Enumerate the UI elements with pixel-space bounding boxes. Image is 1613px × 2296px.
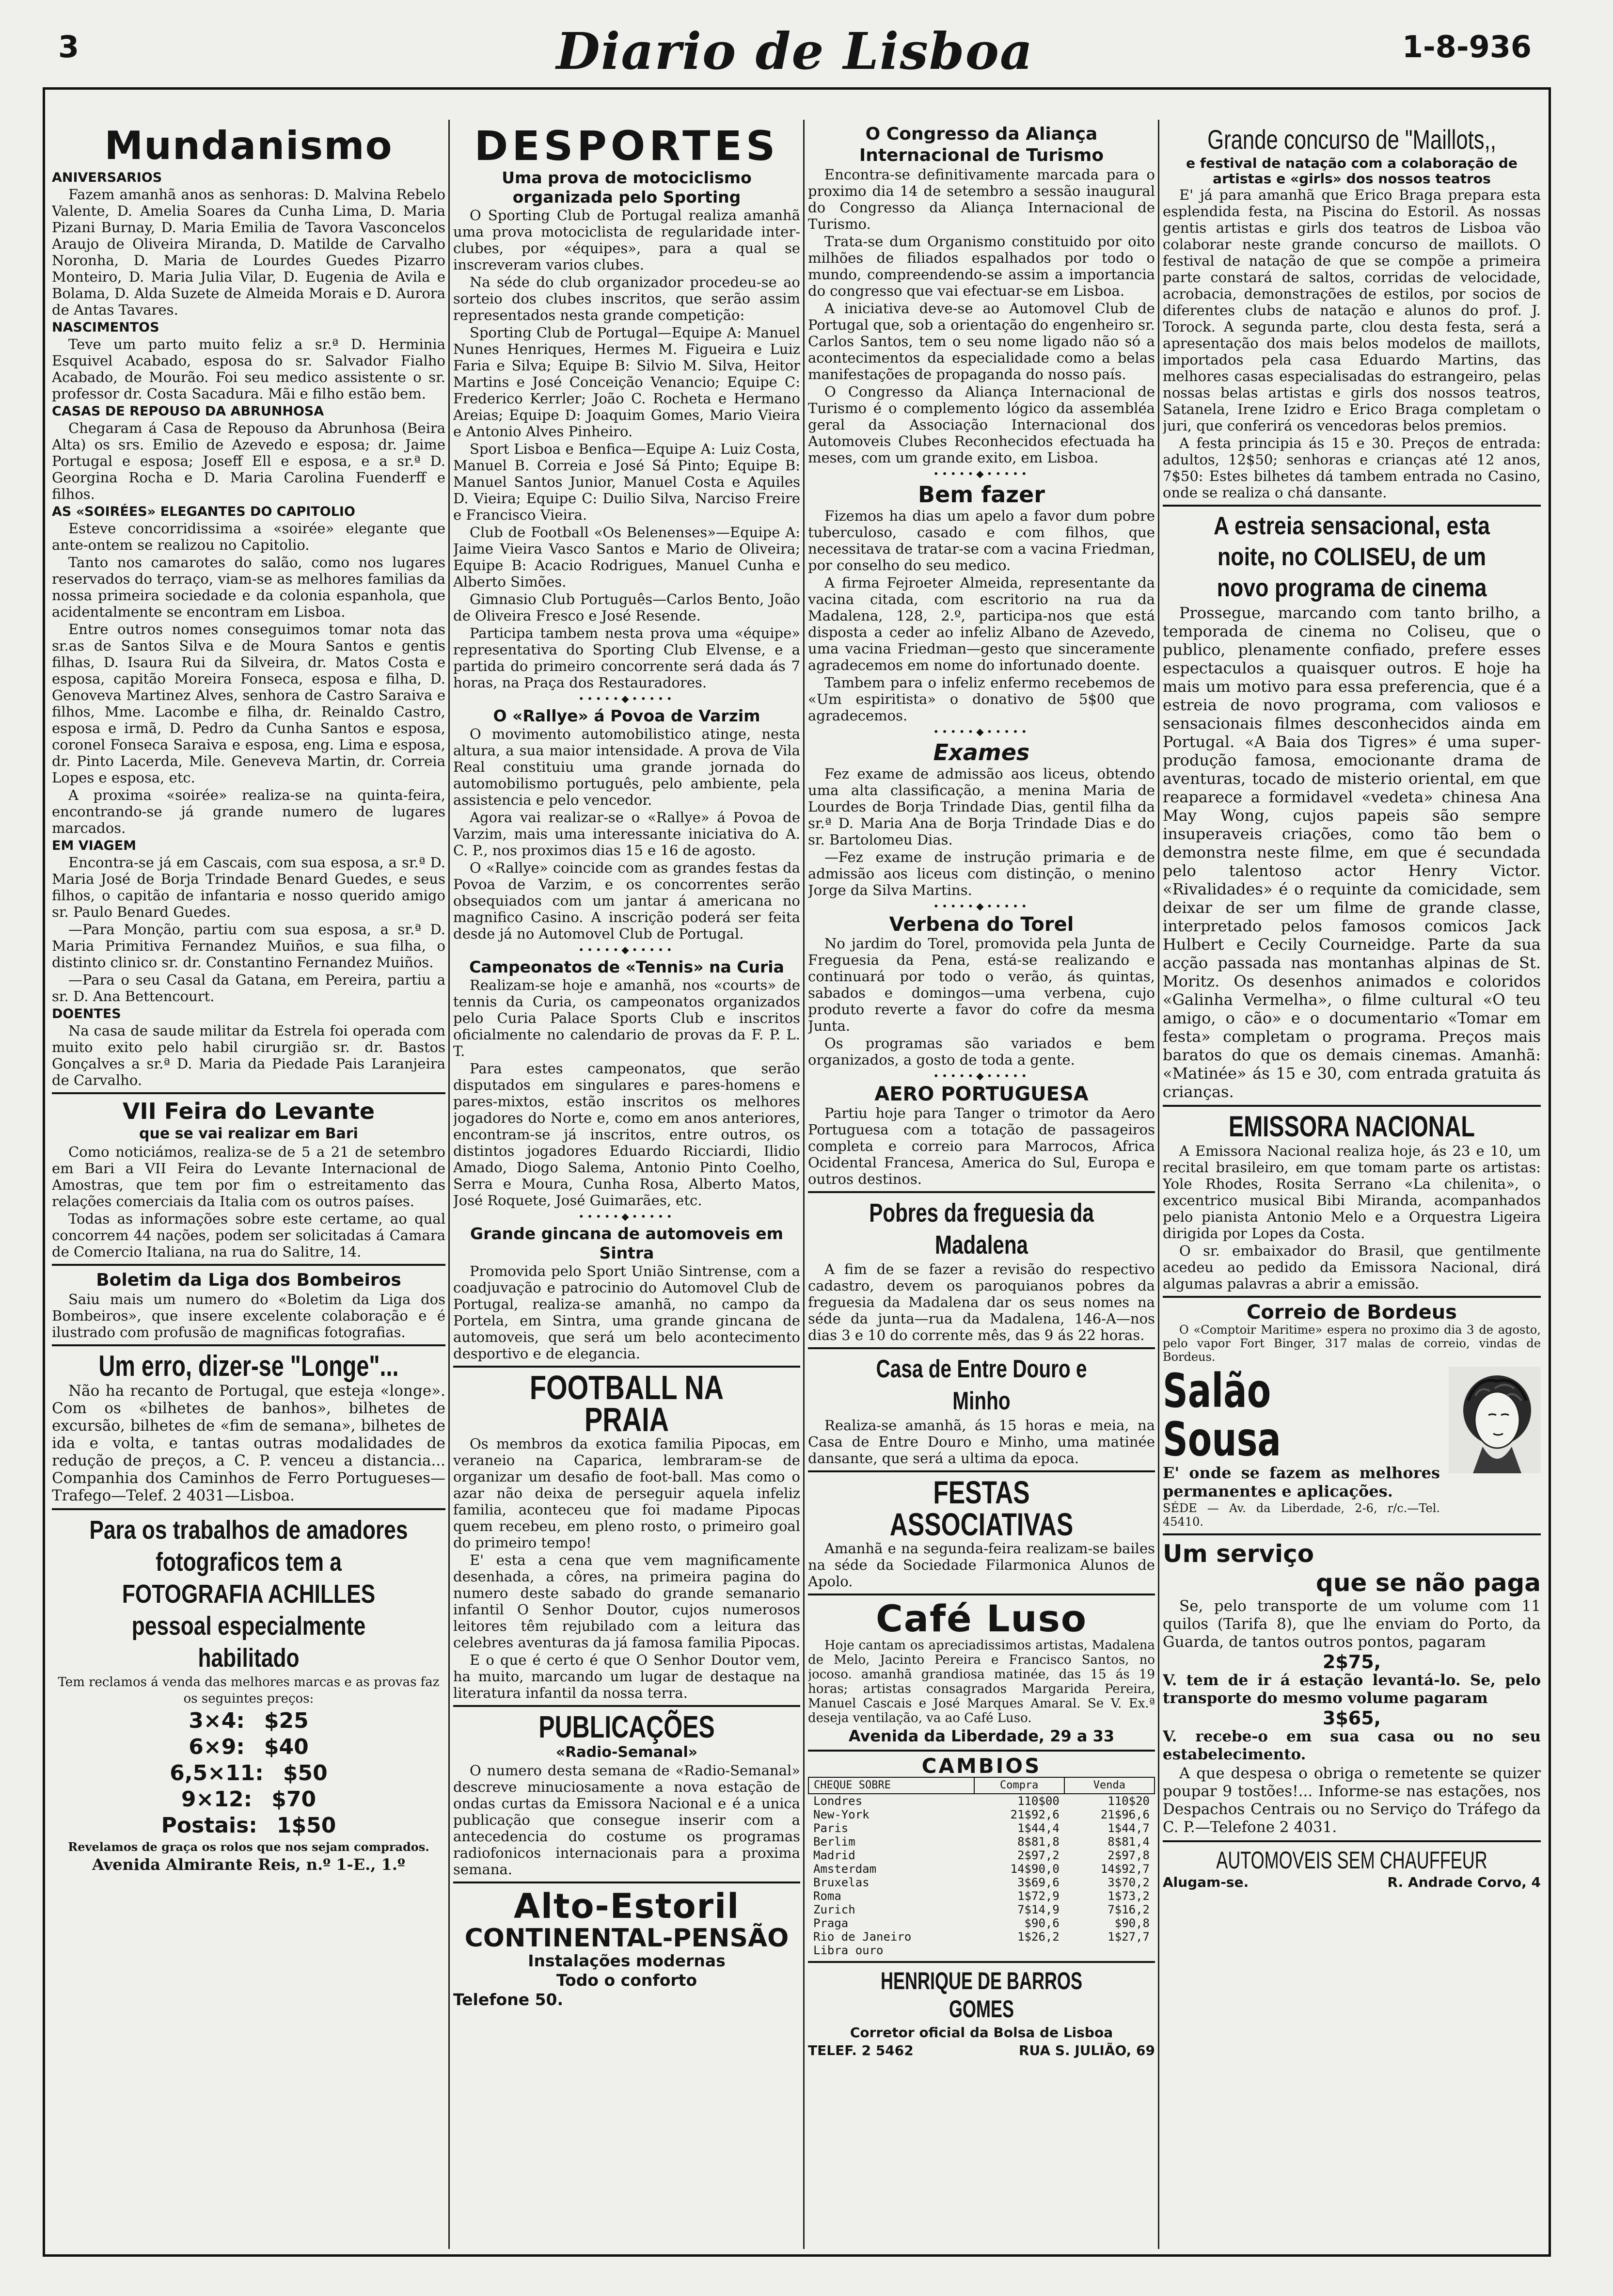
table-row [808,1794,1154,1808]
ad-address: Avenida Almirante Reis, n.º 1-E., 1.º [92,1855,405,1874]
column-rule [803,120,805,2249]
table-cell: Bruxelas [813,1876,870,1889]
table-cell: 1$73,2 [1107,1889,1150,1903]
table-header: CHEQUE SOBRE [808,1777,974,1794]
paragraph: No jardim do Torel, promovida pela Junta de Freguesia da Pena, está-se realizando e continuará por todo o verão, ás quintas, sabados e domingos—uma verbena, cujo produto reverte a favor do cofre da mesma Junta. [808,935,1155,1034]
column-rule [448,120,450,2249]
paragraph: Prossegue, marcando com tanto brilho, a temporada de cinema no Coliseu, que o publico, plenamente confiado, prefere esses espectaculos a quaisquer outros. E hoje ha mais um motivo para essa preferencia, que é a estreia de novo programa, com valiosos e sensacionais filmes desconhecidos ainda em Portugal. «A Baia dos Tigres» é uma super-produção famosa, emocionante drama de aventuras, tocado de misterio oriental, em que reaparece a formidavel «vedeta» chinesa Ana May Wong, cujos papeis são sempre insuperaveis criações, como tão bem o demonstra neste filme, em que é secundada pelo talentoso actor Henry Victor. «Rivalidades» é o requinte da comicidade, sem deixar de ser um filme de grande classe, interpretado pelos famosos comicos Jack Hulbert e Cecily Courneidge. Parte da sua acção passada nas montanhas alpinas de St. Moritz. Os desenhos animados e coloridos «Galinha Vermelha», o filme cultural «O teu amigo, o cão» e o documentario «Tomar em festa» completam o programa. Preços mais baratos do que os demais cinemas. Amanhã: «Matinée» ás 15 e 30, com entrada gratuita ás crianças. [1163,604,1541,1101]
divider [1163,505,1541,507]
paragraph: Club de Football «Os Belenenses»—Equipe A: Jaime Vieira Vasco Santos e Mario de Oliveira; Equipe B: Acacio Rodrigues, Manuel Cunha e Alberto Simões. [453,524,800,590]
ornament-divider: •••••◆••••• [578,693,675,704]
section-subhead: ANIVERSARIOS [52,170,162,185]
table-row [808,1916,1154,1930]
table-header: Compra [974,1777,1064,1794]
section-subhead: DOENTES [52,1006,121,1021]
table-cell: Londres [813,1794,863,1808]
paragraph: Teve um parto muito feliz a sr.ª D. Herminia Esquivel Acabado, esposa do sr. Salvador Fialho Acabado, de Mourão. Foi seu medico assistente o sr. professor dr. Costa Sacadura. Mãi e filho estão bem. [52,336,445,402]
paragraph: Esteve concorridissima a «soirée» elegante que ante-ontem se realizou no Capitolio. [52,520,445,553]
table-row [808,1821,1154,1835]
paragraph: Tambem para o infeliz enfermo recebemos de «Um espiritista» o donativo de 5$00 que agradecemos. [808,674,1155,724]
paragraph: O sr. embaixador do Brasil, que gentilmente acedeu ao pedido da Emissora Nacional, dirá algumas palavras a abrir a emissão. [1163,1243,1541,1292]
ad-address: RUA S. JULIÃO, 69 [1018,2042,1155,2058]
divider [808,1347,1155,1349]
table-cell: 1$27,7 [1107,1930,1150,1944]
paragraph: O numero desta semana de «Radio-Semanal» descreve minuciosamente a nova estação de ondas curtas da Emissora Nacional e é a unica publicação que consegue inserir com a antecedencia do costume os programas radiofonicos internacionais para a proxima semana. [453,1762,800,1878]
table-header: Venda [1064,1777,1154,1794]
ad-title: AUTOMOVEIS SEM CHAUFFEUR [1216,1847,1487,1874]
article-title: VII Feira do Levante [122,1098,375,1124]
article-title: Bem fazer [918,481,1045,508]
divider [808,1750,1155,1752]
exchange-table [808,1777,1155,1957]
paragraph: Realiza-se amanhã, ás 15 horas e meia, na Casa de Entre Douro e Minho, uma matinée dansante, que será a ultima da epoca. [808,1417,1155,1467]
price-row: 3×4: $25 [189,1708,309,1733]
paragraph: E' esta a cena que vem magnificamente desenhada, a côres, na primeira pagina do numero deste sabado do grande semanario infantil O Senhor Doutor, cujos numerosos leitores têm rejubilado com a leitura das celebres aventuras da já famosa familia Pipocas. [453,1552,800,1651]
price-list [52,1708,445,1839]
article-subtitle: «Radio-Semanal» [555,1744,698,1761]
paragraph: Partiu hoje para Tanger o trimotor da Aero Portuguesa com a totação de passageiros completa e correio para Marrocos, Africa Ocidental Francesa, America do Sul, Europa e outros destinos. [808,1105,1155,1187]
ad-title: Um serviço [1163,1540,1314,1568]
paragraph: Entre outros nomes conseguimos tomar nota das sr.as de Santos Silva e de Moura Santos e gentis filhas, D. Isaura Rui da Silveira, dr. Matos Costa e esposa, capitão Moreira Fonseca, esposa e filha, D. Genoveva Martinez Alves, senhora de Castro Saraiva e filhos, Mme. Lacombe e filha, dr. Reinaldo Castro, esposa e irmã, D. Pedro da Cunha Santos e esposa, coronel Fonseca Saraiva e esposa, eng. Lima e esposa, dr. Pinto Lacerda, Mile. Geneveva Martin, dr. Correia Lopes e esposa, etc. [52,621,445,786]
table-row [808,1903,1154,1916]
column-1 [52,124,445,2246]
column-3 [808,124,1155,2246]
paragraph: A iniciativa deve-se ao Automovel Club de Portugal que, sob a orientação do engenheiro sr. Carlos Santos, tem o seu nome ligado não só a acontecimentos da especialidade como a belas manifestações de propaganda do nosso país. [808,300,1155,383]
table-cell: $90,8 [1114,1916,1150,1930]
ornament-divider: •••••◆••••• [578,1211,675,1222]
article-title: O «Rallye» á Povoa de Varzim [493,706,760,725]
article-title: Campeonatos de «Tennis» na Curia [469,957,784,976]
paragraph: Agora vai realizar-se o «Rallye» á Povoa de Varzim, mais uma interessante iniciativa do A. C. P., nos proximos dias 15 e 16 de agosto. [453,809,800,859]
article-title: Pobres da freguesia da Madalena [869,1198,1094,1260]
woman-portrait-illustration [1449,1367,1541,1473]
divider [1163,1105,1541,1107]
column-rule [1158,120,1159,2249]
table-cell: 3$70,2 [1107,1876,1150,1889]
table-title: CAMBIOS [921,1754,1042,1778]
table-cell: 3$69,6 [1017,1876,1060,1889]
paragraph: Trata-se dum Organismo constituido por oito milhões de filiados espalhados por todo o mundo, compreendendo-se assim a importancia do congresso que vai efectuar-se em Lisboa. [808,233,1155,299]
ad-contact [808,2042,1155,2058]
table-cell: 7$14,9 [1017,1903,1060,1916]
table-cell: Praga [813,1916,849,1930]
paragraph: O Congresso da Aliança Internacional de Turismo é o complemento lógico da assembléa geral da Associação Internacional dos Automoveis Clubes Reconhecidos efectuada ha meses, com um grande exito, em Lisboa. [808,383,1155,466]
ad-text: Instalações modernas [528,1951,726,1970]
table-cell: Madrid [813,1849,855,1862]
divider [1163,1296,1541,1298]
paragraph: E' já para amanhã que Erico Braga prepara esta esplendida festa, na Piscina do Estoril. As nossas gentis artistas e girls dos teatros de Lisboa vão colaborar neste grande concurso de maillots. O festival de natação de que se compõe a primeira parte constará de saltos, corridas de velocidade, acrobacia, demonstrações de estilos, por socios de diferentes clubs de natação e alunos do prof. J. Torock. A segunda parte, clou desta festa, será a apresentação dos mais belos modelos de maillots, importados pela casa Eduardo Martins, das melhores casas especialisadas do estrangeiro, pelas nossas belas artistas e girls dos nossos teatros, Satanela, Irene Izidro e Erico Braga completam o juri, que conferirá os vencedoras belos premios. [1163,187,1541,434]
divider [52,1508,445,1510]
article-title: Correio de Bordeus [1247,1301,1457,1323]
paragraph: O movimento automobilistico atinge, nesta altura, a sua maior intensidade. A prova de Vila Real constituiu uma grande jornada do automobilismo português, pelo ambiente, pela assistencia e pelo vencedor. [453,726,800,808]
page-number: 3 [58,29,79,64]
ad-title: Um erro, dizer-se "Longe"... [98,1350,399,1382]
table-cell: 2$97,8 [1107,1849,1150,1862]
issue-date: 1-8-936 [1402,29,1532,64]
ad-text: Não ha recanto de Portugal, que esteja «longe». Com os «bilhetes de banhos», bilhetes de excursão, bilhetes de «fim de semana», bilhetes de ida e volta, e tantas outras modalidades de redução de preços, a C. P. venceu a distancia... Companhia dos Caminhos de Ferro Portugueses—Trafego—Telef. 2 4031—Lisboa. [52,1382,445,1504]
article-title: Grande gincana de automoveis em Sintra [470,1224,783,1262]
table-cell: 1$26,2 [1017,1930,1060,1944]
section-subhead: EM VIAGEM [52,838,137,853]
ad-note: Revelamos de graça os rolos que nos sejam comprados. [68,1840,429,1854]
ad-price: 3$65, [1322,1707,1381,1729]
divider [808,1191,1155,1193]
table-cell: Paris [813,1821,849,1835]
paragraph: Amanhã e na segunda-feira realizam-se bailes na séde da Sociedade Filarmonica Alunos de Apolo. [808,1540,1155,1590]
table-cell: 7$16,2 [1107,1903,1150,1916]
article-title: PUBLICAÇÕES [538,1709,715,1744]
divider [52,1344,445,1346]
article-title: FOOTBALL NA PRAIA [529,1369,724,1438]
article-title: Uma prova de motociclismo organizada pelo Sporting [502,168,752,207]
table-cell: $90,6 [1024,1916,1060,1930]
paragraph: Como noticiámos, realiza-se de 5 a 21 de setembro em Bari a VII Feira do Levante Internacional de Amostras, que tem por fim o estreitamento das relações comerciais da Italia com os outros países. [52,1144,445,1210]
ad-title: que se não paga [1316,1569,1541,1597]
paragraph: Para estes campeonatos, que serão disputados em singulares e pares-homens e pares-mixtos, estão inscritos os melhores jogadores do Norte e, como em anos anteriores, encontram-se já inscritos, entre outros, os distintos jogadores Eduardo Ricciardi, Ilidio Amado, Diogo Salema, Antonio Pinto Coelho, Serra e Moura, Cunha Rosa, Alberto Matos, José Roquete, José Guimarães, etc. [453,1060,800,1209]
salon-ad-text [1163,1364,1440,1530]
table-cell: 21$92,6 [1010,1808,1060,1821]
paragraph: —Fez exame de instrução primaria e de admissão aos liceus com distinção, o menino Jorge da Silva Martins. [808,849,1155,898]
table-cell: 21$96,6 [1100,1808,1150,1821]
paragraph: E o que é certo é que O Senhor Doutor vem, ha muito, marcando um lugar de destaque na literatura infantil da nossa terra. [453,1652,800,1701]
article-title: Exames [933,739,1030,765]
ad-text: Alugam-se. [1163,1874,1249,1890]
divider [1163,1533,1541,1535]
price-row: Postais: 1$50 [161,1813,336,1838]
ad-phone: TELEF. 2 5462 [808,2042,914,2058]
table-cell: Rio de Janeiro [813,1930,912,1944]
table-body [808,1794,1154,1957]
table-cell [1064,1944,1154,1957]
ad-text: A que despesa o obriga o remetente se quizer poupar 9 tostões!... Informe-se nas estações, nos Despachos Centrais ou no Serviço do Tráfego da C. P.—Telefone 2 4031. [1163,1765,1541,1836]
price-row: 6×9: $40 [189,1735,309,1759]
section-subhead: CASAS DE REPOUSO DA ABRUNHOSA [52,404,324,419]
paragraph: Fizemos ha dias um apelo a favor dum pobre tuberculoso, casado e com filhos, que necessitava de tratar-se com a vacina Friedman, por conselho do seu medico. [808,508,1155,574]
paragraph: Realizam-se hoje e amanhã, nos «courts» de tennis da Curia, os campeonatos organizados pelo Curia Palace Sports Club e inscritos oficialmente no calendario de provas da F. P. L. T. [453,977,800,1059]
ad-address: Avenida da Liberdade, 29 a 33 [848,1727,1115,1745]
ad-text: E' onde se fazem as melhores permanentes e aplicações. [1163,1464,1440,1500]
ad-text: V. tem de ir á estação levantá-lo. Se, pelo transporte do mesmo volume pagaram [1163,1672,1541,1707]
table-cell: 14$90,0 [1010,1862,1060,1876]
divider [808,1961,1155,1963]
ad-text: Se, pelo transporte de um volume com 11 quilos (Tarifa 8), que lhe enviam do Porto, da Guarda, de tantos outros pontos, pagaram [1163,1597,1541,1651]
table-cell: 1$72,9 [1017,1889,1060,1903]
ad-title: Salão Sousa [1163,1364,1281,1467]
divider [453,1366,800,1368]
divider [52,1092,445,1094]
table-row [808,1876,1154,1889]
article-subtitle: que se vai realizar em Bari [139,1125,358,1142]
paragraph: Sport Lisboa e Benfica—Equipe A: Luiz Costa, Manuel B. Correia e José Sá Pinto; Equipe B: Manuel Santos Junior, Manuel Costa e Aquiles D. Vieira; Equipe C: Duilio Silva, Narciso Freire e Francisco Vieira. [453,441,800,523]
table-row [808,1930,1154,1944]
paragraph: O «Rallye» coincide com as grandes festas da Povoa de Varzim, e os concorrentes serão obsequiados com um jantar á americana no magnifico Casino. A inscrição poderá ser feita desde já no Automovel Club de Portugal. [453,860,800,942]
divider [52,1264,445,1266]
page-header [58,21,1532,82]
table-cell [974,1944,1064,1957]
paragraph: Os membros da exotica familia Pipocas, em veraneio na Caparica, lembraram-se de organizar um desafio de foot-ball. Mas como o azar não deixa de perseguir aquela infeliz familia, aconteceu que foi madame Pipocas quem recebeu, em pleno rosto, o primeiro goal do primeiro tempo! [453,1435,800,1551]
table-cell: Zurich [813,1903,855,1916]
price-row: 9×12: $70 [181,1787,316,1812]
table-cell: 110$20 [1107,1794,1150,1808]
paragraph: O «Comptoir Maritime» espera no proximo dia 3 de agosto, pelo vapor Fort Binger, 317 malas de correio, vindas de Bordeus. [1163,1323,1541,1364]
article-title: A estreia sensacional, esta noite, no COLISEU, de um novo programa de cinema [1213,512,1490,602]
ad-text: Telefone 50. [453,1990,564,2009]
masthead: Diario de Lisboa [556,21,1034,81]
ad-title: HENRIQUE DE BARROS GOMES [880,1967,1083,2023]
article-title: Boletim da Liga dos Bombeiros [96,1270,401,1290]
paragraph: Saiu mais um numero do «Boletim da Liga dos Bombeiros», que insere excelente colaboração e é ilustrado com profusão de magnificas fotografias. [52,1291,445,1340]
price-row: 6,5×11: $50 [170,1761,328,1786]
page-frame [43,87,1551,2257]
table-row [808,1862,1154,1876]
divider [1163,1840,1541,1842]
table-cell: 14$92,7 [1100,1862,1150,1876]
ornament-divider: •••••◆••••• [933,900,1030,912]
paragraph: A Emissora Nacional realiza hoje, ás 23 e 10, um recital brasileiro, em que tomam parte os artistas: Yole Rhodes, Rosita Serrano «La chilenita», o excentrico musical Bibi Miranda, acompanhados pelo pianista Antonio Melo e a Orquestra Ligeira dirigida por Lopes da Costa. [1163,1143,1541,1242]
table-cell: New-York [813,1808,870,1821]
article-title: Verbena do Torel [889,913,1074,936]
divider [453,1705,800,1707]
paragraph: Na casa de saude militar da Estrela foi operada com muito exito pelo habil cirurgião sr. dr. Bastos Gonçalves a sr.ª D. Maria da Piedade Pais Laranjeira de Carvalho. [52,1022,445,1088]
paragraph: A proxima «soirée» realiza-se na quinta-feira, encontrando-se já grande numero de lugares marcados. [52,787,445,836]
ad-text: Tem reclamos á venda das melhores marcas e as provas faz os seguintes preços: [58,1675,440,1706]
paragraph: Na séde do club organizador procedeu-se ao sorteio dos clubes inscritos, que serão assim representados nesta grande competição: [453,274,800,323]
section-title: DESPORTES [474,124,779,170]
table-cell: Libra ouro [813,1944,884,1957]
table-row [808,1889,1154,1903]
divider [808,1594,1155,1595]
article-title: Casa de Entre Douro e Minho [876,1355,1087,1415]
article-title: AERO PORTUGUESA [874,1083,1089,1105]
ad-title: Para os trabalhos de amadores fotograficos tem a FOTOGRAFIA ACHILLES pessoal especialmente habilitado [89,1515,408,1673]
ad-title: Café Luso [875,1597,1088,1640]
ad-address: SÉDE — Av. da Liberdade, 2-6, r/c.—Tel. 45410. [1163,1501,1440,1529]
table-cell: 110$00 [1017,1794,1060,1808]
ad-subtitle: Corretor oficial da Bolsa de Lisboa [850,2025,1113,2041]
paragraph: Encontra-se definitivamente marcada para o proximo dia 14 de setembro a sessão inaugural do Congresso da Aliança Internacional de Turismo. [808,166,1155,232]
paragraph: Fez exame de admissão aos liceus, obtendo uma alta classificação, a menina Maria de Lourdes de Borja Trindade Dias, gentil filha da sr.ª D. Maria Ana de Borja Trindade Dias e do sr. Bartolomeu Dias. [808,765,1155,848]
paragraph: Sporting Club de Portugal—Equipe A: Manuel Nunes Henriques, Hermes M. Figueira e Luiz Faria e Silva; Equipe B: Silvio M. Silva, Heitor Martins e José Conceição Venancio; Equipe C: Frederico Kerrler; João C. Rocheta e Hermano Areias; Equipe D: Joaquim Gomes, Mario Vieira e Antonio Alves Pinheiro. [453,324,800,440]
table-cell: Amsterdam [813,1862,877,1876]
paragraph: Os programas são variados e bem organizados, a gosto de toda a gente. [808,1035,1155,1068]
paragraph: —Para Monção, partiu com sua esposa, a sr.ª D. Maria Primitiva Fernandez Muiños, e sua filha, o distinto clinico sr. dr. Constantino Fernandez Muiños. [52,921,445,971]
ornament-divider: •••••◆••••• [578,944,675,956]
ad-address: R. Andrade Corvo, 4 [1387,1874,1541,1890]
ornament-divider: •••••◆••••• [933,468,1030,479]
section-subhead: AS «SOIRÉES» ELEGANTES DO CAPITOLIO [52,504,355,519]
article-title: O Congresso da Aliança Internacional de Turismo [859,124,1104,165]
paragraph: A festa principia ás 15 e 30. Preços de entrada: adultos, 12$50; senhoras e crianças até 12 anos, 7$50: Estes bilhetes dá tambem entrada no Casino, onde se realiza o chá dansante. [1163,435,1541,501]
table-cell: 8$81,4 [1107,1835,1150,1849]
table-cell: Roma [813,1889,841,1903]
table-cell: Berlim [813,1835,855,1849]
divider [453,1881,800,1883]
ornament-divider: •••••◆••••• [933,726,1030,737]
table-header-row [808,1777,1154,1794]
paragraph: Tanto nos camarotes do salão, como nos lugares reservados do terraço, viam-se as melhores familias da nossa primeira sociedade e da colonia espanhola, que acidentalmente se encontram em Lisboa. [52,554,445,620]
table-cell: 8$81,8 [1017,1835,1060,1849]
table-cell: 2$97,2 [1017,1849,1060,1862]
paragraph: Todas as informações sobre este certame, ao qual concorrem 44 nações, podem ser solicitadas á Camara de Comercio Italiana, na rua do Salitre, 14. [52,1211,445,1260]
ad-text: V. recebe-o em sua casa ou no seu estabelecimento. [1163,1728,1541,1763]
salon-ad [1163,1364,1541,1530]
article-title: FESTAS ASSOCIATIVAS [889,1474,1074,1542]
ornament-divider: •••••◆••••• [933,1070,1030,1082]
ad-text: Hoje cantam os apreciadissimos artistas, Madalena de Melo, Jacinto Pereira e Francisco Santos, no jocoso. amanhã grandiosa matinée, das 15 ás 19 horas; artistas consagrados Margarida Pereira, Manuel Cascais e José Marques Amaral. Se V. Ex.ª deseja ventilação, va ao Café Luso. [808,1638,1155,1725]
paragraph: Chegaram á Casa de Repouso da Abrunhosa (Beira Alta) os srs. Emilio de Azevedo e esposa; dr. Jaime Portugal e esposa; Joseff Ell e esposa, e a sr.ª D. Georgina Rocha e D. Maria Carolina Fuenderff e filhos. [52,420,445,502]
ad-title: Alto-Estoril [513,1886,740,1926]
column-4 [1163,124,1541,2246]
paragraph: O Sporting Club de Portugal realiza amanhã uma prova motociclista de regularidade inter-clubes, por «équipes», para a qual se inscreveram varios clubes. [453,207,800,273]
paragraph: Encontra-se já em Cascais, com sua esposa, a sr.ª D. Maria José de Borja Trindade Benard Guedes, e seus filhos, o capitão de infantaria e nosso querido amigo sr. Paulo Benard Guedes. [52,854,445,920]
column-2 [453,124,800,2246]
table-cell: 1$44,4 [1017,1821,1060,1835]
article-title: Grande concurso de "Maillots,, [1207,124,1496,155]
paragraph: Fazem amanhã anos as senhoras: D. Malvina Rebelo Valente, D. Amelia Soares da Cunha Lima, D. Maria Pizani Burnay, D. Maria Emilia de Tavora Vasconcelos Araujo de Oliveira Miranda, D. Matilde de Carvalho Noronha, D. Maria de Lourdes Guedes Pizarro Monteiro, D. Maria Julia Vilar, D. Eugenia de Avila e Bolama, D. Alda Suzete de Almeida Morais e D. Aurora de Antas Tavares. [52,186,445,318]
ad-text: Todo o conforto [556,1971,697,1990]
ad-contact [1163,1874,1541,1890]
paragraph: A firma Fejroeter Almeida, representante da vacina citada, com escritorio na rua da Madalena, 128, 2.º, participa-nos que está disposta a ceder ao infeliz Albano de Azevedo, uma vacina Friedman—gesto que sinceramente agradecemos em nome do infortunado doente. [808,574,1155,673]
paragraph: Participa tambem nesta prova uma «équipe» representativa do Sporting Club Elvense, e a partida do primeiro concorrente será dada ás 7 horas, na Praça dos Restauradores. [453,625,800,691]
ad-subtitle: CONTINENTAL-PENSÃO [464,1924,789,1953]
divider [808,1470,1155,1472]
article-title: EMISSORA NACIONAL [1229,1110,1475,1143]
section-title: Mundanismo [104,124,393,168]
paragraph: Promovida pelo Sport União Sintrense, com a coadjuvação e patrocinio do Automovel Club de Portugal, realiza-se amanhã, no campo da Portela, em Sintra, uma grande gincana de automoveis, que será um belo acontecimento desportivo e de elegancia. [453,1263,800,1362]
ad-price: 2$75, [1322,1651,1381,1673]
paragraph: A fim de se fazer a revisão do respectivo cadastro, devem os paroquianos pobres da freguesia da Madalena dar os seus nomes na séde da junta—rua da Madalena, 146-A—nos dias 3 e 10 do corrente mês, das 9 ás 22 horas. [808,1261,1155,1343]
table-row [808,1835,1154,1849]
section-subhead: NASCIMENTOS [52,320,159,335]
table-row [808,1808,1154,1821]
paragraph: Gimnasio Club Português—Carlos Bento, João de Oliveira Fresco e José Resende. [453,591,800,624]
article-subtitle: e festival de natação com a colaboração de artistas e «girls» dos nossos teatros [1186,155,1518,187]
table-row [808,1944,1154,1957]
paragraph: —Para o seu Casal da Gatana, em Pereira, partiu a sr. D. Ana Bettencourt. [52,972,445,1004]
table-cell: 1$44,7 [1107,1821,1150,1835]
table-row [808,1849,1154,1862]
